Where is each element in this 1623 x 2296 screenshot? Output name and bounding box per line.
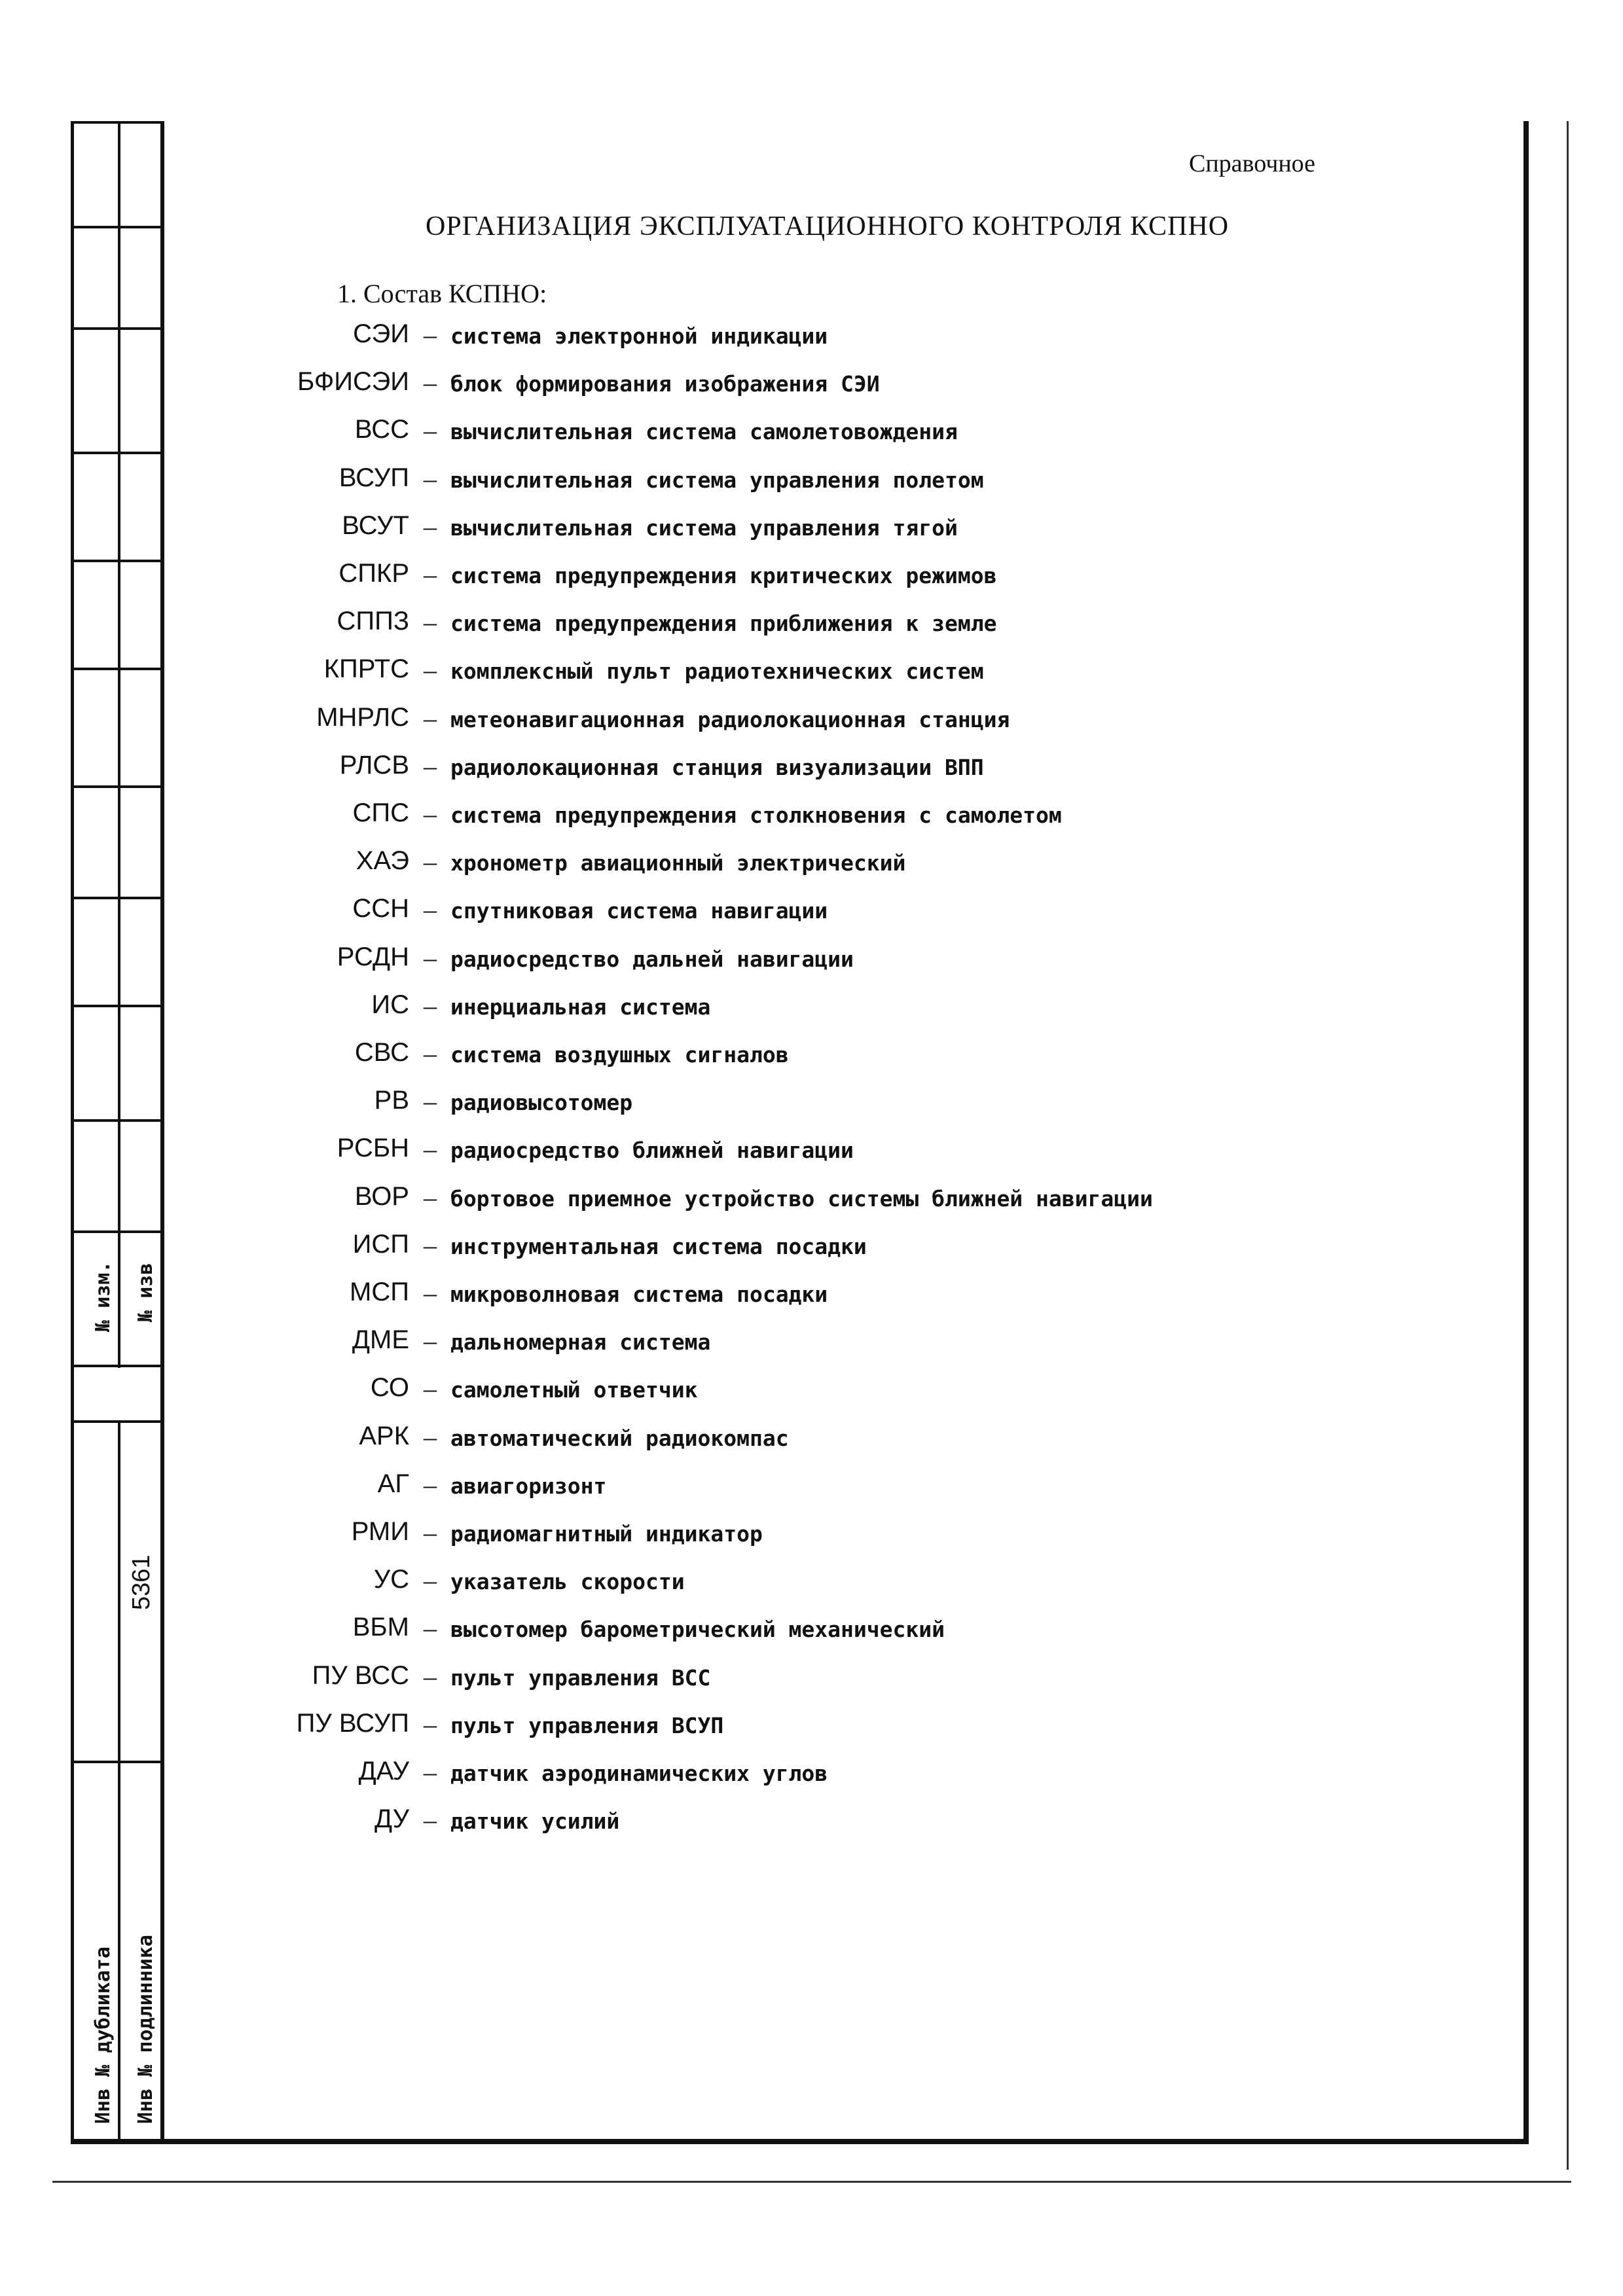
abbreviation: СПКР bbox=[338, 559, 409, 588]
dash-separator: – bbox=[424, 1518, 437, 1547]
list-item bbox=[0, 894, 1506, 933]
frame-bottom bbox=[71, 2139, 1529, 2144]
definition: самолетный ответчик bbox=[450, 1377, 698, 1403]
abbreviation: СО bbox=[370, 1373, 409, 1403]
frame-right bbox=[1523, 121, 1529, 2144]
definition: система предупреждения приближения к земле bbox=[450, 611, 997, 637]
dash-separator: – bbox=[424, 560, 437, 589]
frame-right-outer bbox=[1567, 121, 1569, 2170]
abbreviation: СВС bbox=[354, 1038, 409, 1067]
abbreviation: ВСУТ bbox=[342, 511, 409, 540]
dash-separator: – bbox=[424, 1182, 437, 1212]
abbreviation: КПРТС bbox=[323, 655, 409, 684]
abbreviation: ДУ bbox=[374, 1804, 409, 1834]
list-item bbox=[0, 415, 1506, 454]
dash-separator: – bbox=[424, 1469, 437, 1499]
stamp-no-izm: № изм. bbox=[92, 1261, 115, 1332]
dash-separator: – bbox=[424, 463, 437, 493]
abbreviation: МСП bbox=[350, 1278, 409, 1306]
list-item bbox=[0, 1661, 1506, 1700]
dash-separator: – bbox=[424, 942, 437, 973]
definition: система воздушных сигналов bbox=[450, 1042, 789, 1067]
section-heading: 1. Состав КСПНО: bbox=[337, 279, 547, 308]
definition: радиолокационная станция визуализации ВПП bbox=[450, 754, 984, 780]
definition: вычислительная система управления тягой bbox=[450, 514, 958, 541]
frame-left-mid bbox=[118, 121, 120, 1368]
list-item bbox=[0, 1804, 1506, 1844]
definition: вычислительная система управления полетом bbox=[450, 467, 984, 493]
dash-separator: – bbox=[424, 1805, 437, 1835]
dash-separator: – bbox=[424, 847, 437, 877]
abbreviation: РСДН bbox=[337, 942, 409, 971]
list-item bbox=[0, 1278, 1506, 1317]
abbreviation: АРК bbox=[359, 1421, 409, 1450]
definition: инерциальная система bbox=[450, 994, 711, 1020]
stamp-no-izv: № изв bbox=[134, 1263, 157, 1322]
dash-separator: – bbox=[424, 751, 437, 781]
list-item bbox=[0, 1230, 1506, 1269]
abbreviation: ДАУ bbox=[358, 1757, 409, 1785]
definition: бортовое приемное устройство системы ближней навигации bbox=[450, 1185, 1153, 1211]
abbreviation: ВОР bbox=[354, 1181, 409, 1211]
definition: система предупреждения столкновения с самолетом bbox=[450, 802, 1062, 828]
list-item bbox=[0, 511, 1506, 550]
definition: дальномерная система bbox=[450, 1329, 711, 1355]
list-item bbox=[0, 751, 1506, 790]
list-item bbox=[0, 1469, 1506, 1509]
definition: радиомагнитный индикатор bbox=[450, 1521, 763, 1547]
abbreviation: РЛСВ bbox=[339, 750, 409, 780]
definition: хронометр авиационный электрический bbox=[450, 850, 906, 876]
list-item bbox=[0, 367, 1506, 406]
page-title: ОРГАНИЗАЦИЯ ЭКСПЛУАТАЦИОННОГО КОНТРОЛЯ КСПНО bbox=[426, 211, 1230, 242]
abbreviation: ИС bbox=[371, 990, 409, 1019]
dash-separator: – bbox=[424, 1039, 437, 1068]
definition: автоматический радиокомпас bbox=[450, 1425, 789, 1451]
definition: инструментальная система посадки bbox=[450, 1233, 867, 1259]
list-item bbox=[0, 1517, 1506, 1556]
dash-separator: – bbox=[424, 368, 437, 398]
dash-separator: – bbox=[424, 416, 437, 446]
definition: радиовысотомер bbox=[450, 1090, 633, 1116]
abbreviation: ХАЭ bbox=[356, 846, 409, 876]
list-item bbox=[0, 1038, 1506, 1077]
abbreviation: УС bbox=[373, 1565, 409, 1594]
list-item bbox=[0, 1373, 1506, 1412]
definition: вычислительная система самолетовождения bbox=[450, 419, 958, 445]
list-item bbox=[0, 559, 1506, 598]
dash-separator: – bbox=[424, 511, 437, 541]
definition: блок формирования изображения СЭИ bbox=[450, 371, 880, 397]
abbreviation: ИСП bbox=[352, 1229, 409, 1259]
list-item bbox=[0, 1182, 1506, 1221]
dash-separator: – bbox=[424, 607, 437, 637]
dash-separator: – bbox=[424, 1709, 437, 1739]
list-item bbox=[0, 1422, 1506, 1461]
dash-separator: – bbox=[424, 703, 437, 733]
list-item bbox=[0, 798, 1506, 838]
frame-bottom-outer bbox=[52, 2181, 1571, 2183]
dash-separator: – bbox=[424, 1613, 437, 1643]
abbreviation: СЭИ bbox=[353, 319, 409, 348]
definition: спутниковая система навигации bbox=[450, 898, 828, 924]
list-item bbox=[0, 1565, 1506, 1604]
dash-separator: – bbox=[424, 1661, 437, 1691]
dash-separator: – bbox=[424, 1757, 437, 1787]
abbreviation: ПУ ВСУП bbox=[296, 1708, 409, 1738]
definition: радиосредство дальней навигации bbox=[450, 946, 854, 972]
dash-separator: – bbox=[424, 799, 437, 829]
dash-separator: – bbox=[424, 1278, 437, 1308]
abbreviation: АГ bbox=[377, 1469, 409, 1498]
definition: метеонавигационная радиолокационная станция bbox=[450, 706, 1010, 732]
definition: комплексный пульт радиотехнических систем bbox=[450, 658, 984, 685]
list-item bbox=[0, 607, 1506, 646]
dash-separator: – bbox=[424, 655, 437, 685]
dash-separator: – bbox=[424, 1230, 437, 1260]
definition: пульт управления ВСС bbox=[450, 1664, 711, 1691]
document-category: Справочное bbox=[1188, 150, 1315, 177]
list-item bbox=[0, 990, 1506, 1030]
list-item bbox=[0, 1086, 1506, 1125]
list-item bbox=[0, 463, 1506, 503]
abbreviation: ВБМ bbox=[352, 1613, 409, 1642]
abbreviation: БФИСЭИ bbox=[297, 367, 409, 397]
stamp-inv-podl: Инв № подлинника bbox=[134, 1935, 157, 2124]
dash-separator: – bbox=[424, 990, 437, 1020]
list-item bbox=[0, 942, 1506, 982]
abbreviation: ДМЕ bbox=[352, 1325, 409, 1355]
dash-separator: – bbox=[424, 1086, 437, 1117]
list-item bbox=[0, 1757, 1506, 1796]
dash-separator: – bbox=[424, 1374, 437, 1404]
abbreviation: РВ bbox=[374, 1086, 409, 1115]
dash-separator: – bbox=[424, 1566, 437, 1596]
abbreviation: МНРЛС bbox=[316, 702, 409, 732]
definition: высотомер барометрический механический bbox=[450, 1617, 945, 1643]
list-item bbox=[0, 319, 1506, 359]
abbreviation: ВСУП bbox=[338, 463, 409, 492]
definition: указатель скорости bbox=[450, 1569, 685, 1595]
abbreviation: РМИ bbox=[351, 1517, 409, 1546]
abbreviation: СППЗ bbox=[337, 607, 409, 636]
list-item bbox=[0, 1134, 1506, 1173]
list-item bbox=[0, 1613, 1506, 1652]
definition: микроволновая система посадки bbox=[450, 1282, 828, 1307]
dash-separator: – bbox=[424, 1326, 437, 1356]
definition: система предупреждения критических режимов bbox=[450, 563, 997, 588]
list-item bbox=[0, 1325, 1506, 1365]
stamp-inv-dubl: Инв № дубликата bbox=[92, 1946, 115, 2124]
list-item bbox=[0, 703, 1506, 742]
definition: система электронной индикации bbox=[450, 323, 828, 349]
definition: датчик аэродинамических углов bbox=[450, 1761, 828, 1786]
dash-separator: – bbox=[424, 1134, 437, 1164]
abbreviation: РСБН bbox=[337, 1134, 409, 1163]
definition: датчик усилий bbox=[450, 1808, 620, 1835]
abbreviation: ВСС bbox=[354, 415, 409, 444]
definition: авиагоризонт bbox=[450, 1473, 607, 1499]
list-item bbox=[0, 1709, 1506, 1748]
definition: пульт управления ВСУП bbox=[450, 1712, 724, 1738]
list-item bbox=[0, 846, 1506, 886]
abbreviation: ПУ ВСС bbox=[312, 1660, 409, 1690]
dash-separator: – bbox=[424, 1422, 437, 1452]
abbreviation: ССН bbox=[352, 894, 409, 924]
definition: радиосредство ближней навигации bbox=[450, 1138, 854, 1164]
abbreviation: СПС bbox=[352, 798, 409, 827]
stamp-inv-number: 5361 bbox=[128, 1554, 155, 1610]
dash-separator: – bbox=[424, 895, 437, 925]
dash-separator: – bbox=[424, 320, 437, 350]
list-item bbox=[0, 655, 1506, 694]
